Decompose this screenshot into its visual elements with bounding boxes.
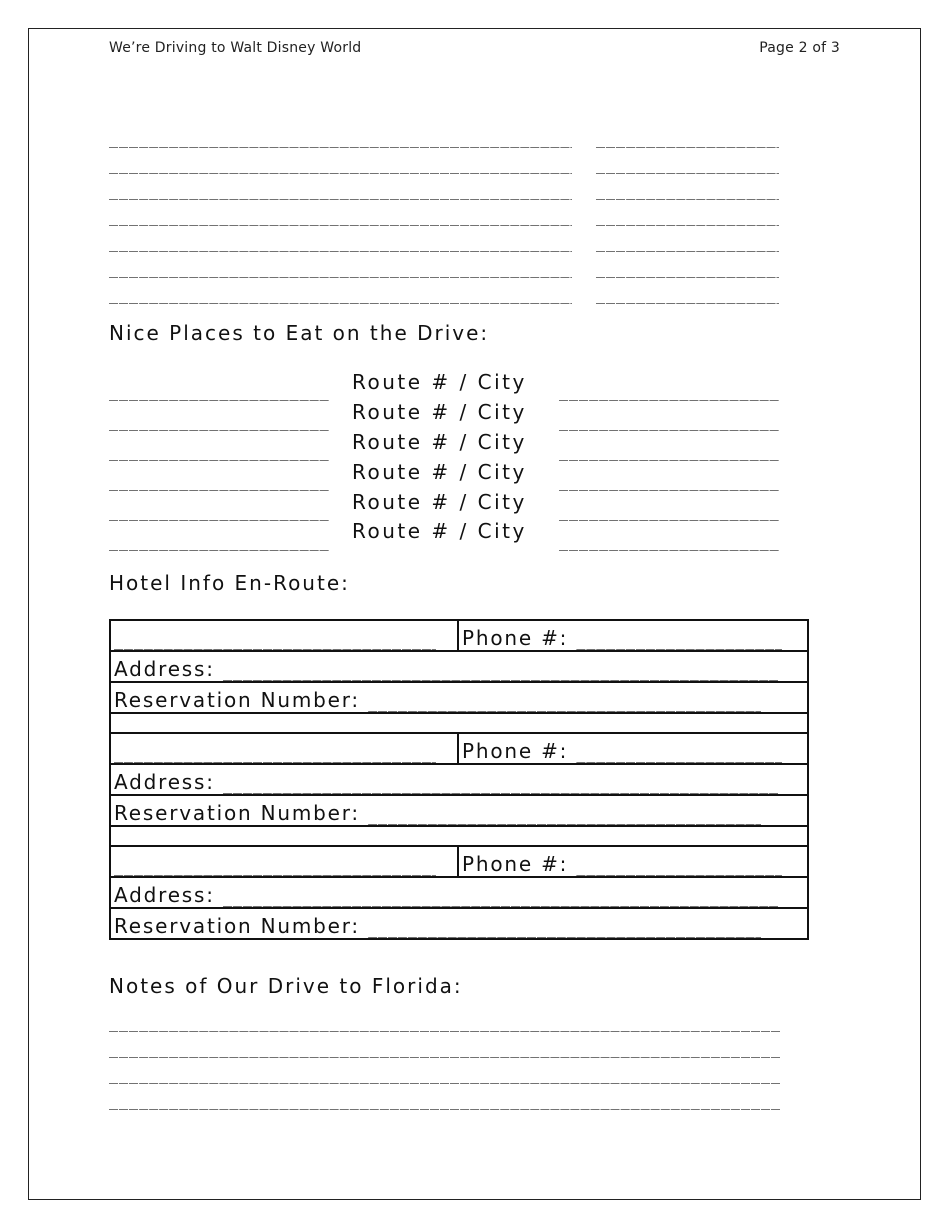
hotel-address-row [110,764,808,795]
hotel-address-field[interactable] [110,651,808,682]
reservation-label: Reservation Number: [114,914,360,938]
blank-line[interactable] [109,130,572,148]
reservation-label: Reservation Number: [114,688,360,712]
route-city-label: Route # / City [352,400,527,424]
address-label: Address: [114,883,215,907]
route-city-label: Route # / City [352,519,527,543]
blank-line[interactable] [596,260,779,278]
hotel-heading: Hotel Info En-Route: [109,571,350,595]
eat-name-line[interactable] [109,533,329,551]
eat-location-line[interactable] [559,473,779,491]
notes-line[interactable] [109,1066,780,1084]
blank-line[interactable] [109,286,572,304]
notes-line[interactable] [109,1014,780,1032]
eat-location-line[interactable] [559,443,779,461]
hotel-phone-field[interactable] [458,733,808,764]
hotel-reservation-field[interactable] [110,908,808,939]
blank-line[interactable] [596,286,779,304]
hotel-name-field[interactable] [110,846,458,877]
address-label: Address: [114,657,215,681]
notes-line[interactable] [109,1092,780,1110]
hotel-reservation-row [110,908,808,939]
hotel-reservation-row [110,795,808,826]
hotel-table [109,619,809,940]
hotel-name-row [110,733,808,764]
blank-line[interactable] [109,156,572,174]
eat-name-line[interactable] [109,503,329,521]
notes-heading: Notes of Our Drive to Florida: [109,974,463,998]
blank-line[interactable] [109,260,572,278]
blank-line[interactable] [596,156,779,174]
reservation-label: Reservation Number: [114,801,360,825]
hotel-address-field[interactable] [110,877,808,908]
eat-location-line[interactable] [559,503,779,521]
hotel-phone-field[interactable] [458,846,808,877]
eat-name-line[interactable] [109,473,329,491]
hotel-phone-field[interactable] [458,620,808,651]
route-city-label: Route # / City [352,370,527,394]
hotel-name-field[interactable] [110,620,458,651]
address-label: Address: [114,770,215,794]
hotel-name-row [110,620,808,651]
hotel-reservation-field[interactable] [110,682,808,713]
route-city-label: Route # / City [352,490,527,514]
eat-location-line[interactable] [559,383,779,401]
page-number: Page 2 of 3 [759,40,840,56]
eat-heading: Nice Places to Eat on the Drive: [109,321,490,345]
hotel-name-field[interactable] [110,733,458,764]
eat-name-line[interactable] [109,443,329,461]
hotel-spacer-row [110,713,808,733]
phone-label: Phone #: [462,852,569,876]
hotel-address-row [110,877,808,908]
hotel-address-row [110,651,808,682]
notes-line[interactable] [109,1040,780,1058]
blank-line[interactable] [109,182,572,200]
eat-location-line[interactable] [559,413,779,431]
blank-line[interactable] [596,130,779,148]
phone-label: Phone #: [462,626,569,650]
blank-line[interactable] [109,234,572,252]
route-city-label: Route # / City [352,460,527,484]
blank-line[interactable] [109,208,572,226]
phone-label: Phone #: [462,739,569,763]
eat-name-line[interactable] [109,383,329,401]
blank-line[interactable] [596,182,779,200]
hotel-spacer-row [110,826,808,846]
hotel-reservation-field[interactable] [110,795,808,826]
eat-name-line[interactable] [109,413,329,431]
blank-line[interactable] [596,234,779,252]
hotel-address-field[interactable] [110,764,808,795]
route-city-label: Route # / City [352,430,527,454]
document-title: We’re Driving to Walt Disney World [109,40,362,56]
hotel-reservation-row [110,682,808,713]
hotel-name-row [110,846,808,877]
blank-line[interactable] [596,208,779,226]
eat-location-line[interactable] [559,533,779,551]
